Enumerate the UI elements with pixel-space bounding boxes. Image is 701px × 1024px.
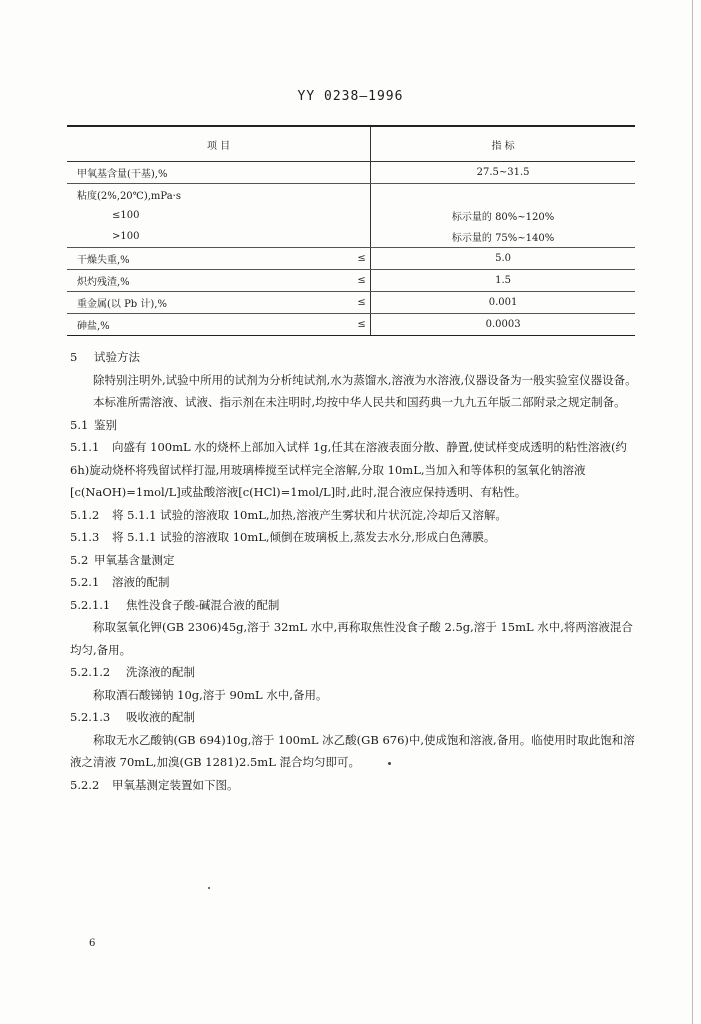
paragraph: 称取酒石酸锑钠 10g,溶于 90mL 水中,备用。 [93, 687, 328, 702]
paragraph: 称取氢氧化钾(GB 2306)45g,溶于 32mL 水中,再称取焦性没食子酸 2.5g,溶于 15mL 水中,将两溶液混合均匀,备用。 [70, 620, 633, 657]
col-header-item: 项 目 [67, 126, 371, 162]
paragraph: 本标准所需溶液、试液、指示剂在未注明时,均按中华人民共和国药典一九九五年版二部附录之规定制备。 [93, 395, 626, 409]
section-number: 5.2 [70, 552, 89, 567]
spec-table-header [67, 126, 635, 162]
spec-table [67, 125, 635, 336]
section-5-2-1-1-heading [70, 594, 640, 617]
section-title: 焦性没食子酸-碱混合液的配制 [126, 597, 280, 612]
row-name: 甲氧基含量(干基),% [67, 162, 353, 184]
section-5-2-1-2-heading [70, 661, 640, 684]
section-5-2-1-heading [70, 571, 640, 594]
row-symbol: ≤ [353, 270, 371, 292]
section-number: 5.2.1.2 [70, 665, 111, 679]
section-title: 鉴别 [94, 417, 117, 432]
row-name: 干燥失重,% [67, 248, 353, 270]
paragraph: 除特别注明外,试验中所用的试剂为分析纯试剂,水为蒸馏水,溶液为水溶液,仪器设备为一般实验室仪器设备。 [93, 372, 637, 387]
row-name: 炽灼残渣,% [67, 270, 353, 292]
paragraph-5-1-2 [70, 504, 640, 527]
row-value: 27.5~31.5 [371, 162, 635, 184]
page-number: 6 [89, 938, 96, 949]
section-5-1-heading [70, 414, 640, 437]
section-number: 5.1.2 [70, 507, 100, 522]
col-header-spec: 指 标 [371, 126, 635, 162]
row-value: 标示量的 80%~120% [371, 205, 635, 226]
row-value: 标示量的 75%~140% [371, 226, 635, 248]
section-5-2-1-3-heading [70, 706, 640, 729]
scan-speck [388, 762, 391, 765]
row-symbol [353, 226, 371, 248]
row-name: 粘度(2%,20℃),mPa·s [77, 191, 181, 202]
scan-speck [208, 887, 210, 889]
paragraph-5-1-1 [70, 436, 640, 504]
section-number: 5.2.1.3 [70, 710, 111, 724]
paragraph-5-1-3 [70, 526, 640, 549]
section-5-heading [70, 346, 640, 369]
section-title: 溶液的配制 [112, 575, 170, 589]
row-symbol [353, 205, 371, 226]
row-value: 1.5 [371, 270, 635, 292]
section-title: 甲氧基含量测定 [94, 552, 175, 567]
row-symbol: ≤ [353, 292, 371, 314]
row-symbol: ≤ [353, 248, 371, 270]
paragraph-5-2-2 [70, 774, 640, 797]
section-number: 5.2.2 [70, 777, 100, 792]
table-row [67, 270, 635, 292]
row-value: 0.001 [371, 292, 635, 314]
section-number: 5.2.1.1 [70, 597, 111, 612]
row-symbol [353, 162, 371, 184]
row-value: 0.0003 [371, 314, 635, 336]
table-row [67, 162, 635, 184]
section-title: 吸收液的配制 [126, 710, 195, 724]
section-5-body [70, 346, 640, 796]
section-number: 5.2.1 [70, 575, 100, 589]
row-value [371, 184, 635, 206]
row-symbol [353, 184, 371, 206]
section-5-2-heading [70, 549, 640, 572]
paragraph-text: 向盛有 100mL 水的烧杯上部加入试样 1g,任其在溶液表面分散、静置,使试样变成透明的粘性溶液(约 6h)旋动烧杯将残留试样打湿,用玻璃棒搅至试样完全溶解,分取 10mL,当加入和等体积的氢氧化钠溶液[c(NaOH)=1mol/L]或盐酸溶液[c(HCl)=1mol/L]时,此时,混合液应保持透明、有粘性。 [70, 440, 627, 499]
standard-number-header: YY 0238—1996 [297, 89, 404, 104]
table-row [67, 292, 635, 314]
row-name: >100 [67, 226, 353, 248]
table-row [67, 226, 635, 248]
row-name: ≤100 [112, 210, 140, 221]
row-name: 砷盐,% [67, 314, 353, 336]
section-title: 洗涤液的配制 [126, 665, 195, 679]
section-number: 5 [70, 350, 78, 364]
row-name: 重金属(以 Pb 计),% [67, 292, 353, 314]
section-number: 5.1 [70, 417, 89, 432]
paragraph: 称取无水乙酸钠(GB 694)10g,溶于 100mL 冰乙酸(GB 676)中,使成饱和溶液,备用。临使用时取此饱和溶液之清液 70mL,加溴(GB 1281)2.5mL 混合均匀即可。 [70, 732, 635, 769]
paragraph-text: 将 5.1.1 试验的溶液取 10mL,加热,溶液产生雾状和片状沉淀,冷却后又溶解。 [112, 507, 507, 522]
paragraph-text: 甲氧基测定装置如下图。 [112, 777, 239, 792]
table-row [67, 248, 635, 270]
table-row [67, 184, 635, 206]
paragraph-text: 将 5.1.1 试验的溶液取 10mL,倾倒在玻璃板上,蒸发去水分,形成白色薄膜。 [112, 530, 496, 544]
section-number: 5.1.1 [70, 440, 100, 454]
section-number: 5.1.3 [70, 530, 100, 544]
table-row [67, 314, 635, 336]
row-value: 5.0 [371, 248, 635, 270]
section-title: 试验方法 [94, 350, 140, 364]
scan-edge-line [692, 0, 693, 1024]
row-symbol: ≤ [353, 314, 371, 336]
table-row [67, 205, 635, 226]
